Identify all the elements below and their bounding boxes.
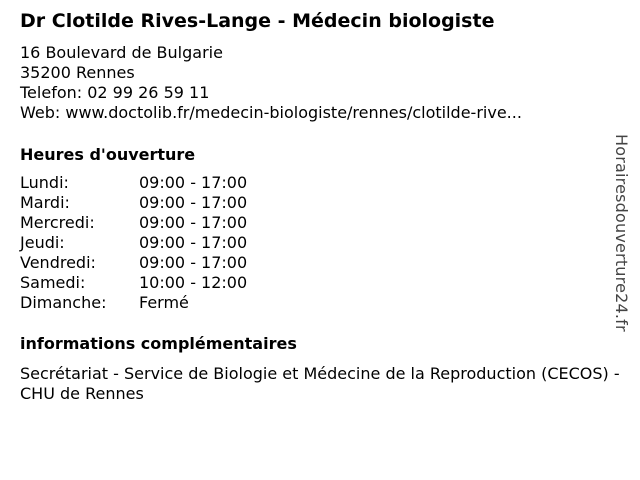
day-label: Jeudi: [20,233,65,252]
day-label: Mardi: [20,193,70,212]
day-label: Vendredi: [20,253,96,272]
address-block [20,43,522,123]
day-hours: 09:00 - 17:00 [139,253,248,272]
day-label: Dimanche: [20,293,107,312]
info-text: Secrétariat - Service de Biologie et Médecine de la Reproduction (CECOS) - CHU de Rennes [20,364,620,403]
page-title: Dr Clotilde Rives-Lange - Médecin biologiste [20,10,495,32]
hours-heading: Heures d'ouverture [20,145,196,164]
website-link[interactable]: Web: www.doctolib.fr/medecin-biologiste/rennes/clotilde-rive... [20,103,522,122]
day-label: Samedi: [20,273,86,292]
day-hours: Fermé [139,293,189,312]
day-hours: 09:00 - 17:00 [139,173,248,192]
day-label: Mercredi: [20,213,95,232]
day-hours: 10:00 - 12:00 [139,273,248,292]
info-heading: informations complémentaires [20,334,297,353]
day-hours: 09:00 - 17:00 [139,193,248,212]
address-street: 16 Boulevard de Bulgarie [20,43,223,62]
address-city: 35200 Rennes [20,63,135,82]
phone-number[interactable]: Telefon: 02 99 26 59 11 [20,83,210,102]
site-watermark: Horairesdouverture24.fr [612,134,631,332]
day-hours: 09:00 - 17:00 [139,233,248,252]
day-hours: 09:00 - 17:00 [139,213,248,232]
day-label: Lundi: [20,173,69,192]
